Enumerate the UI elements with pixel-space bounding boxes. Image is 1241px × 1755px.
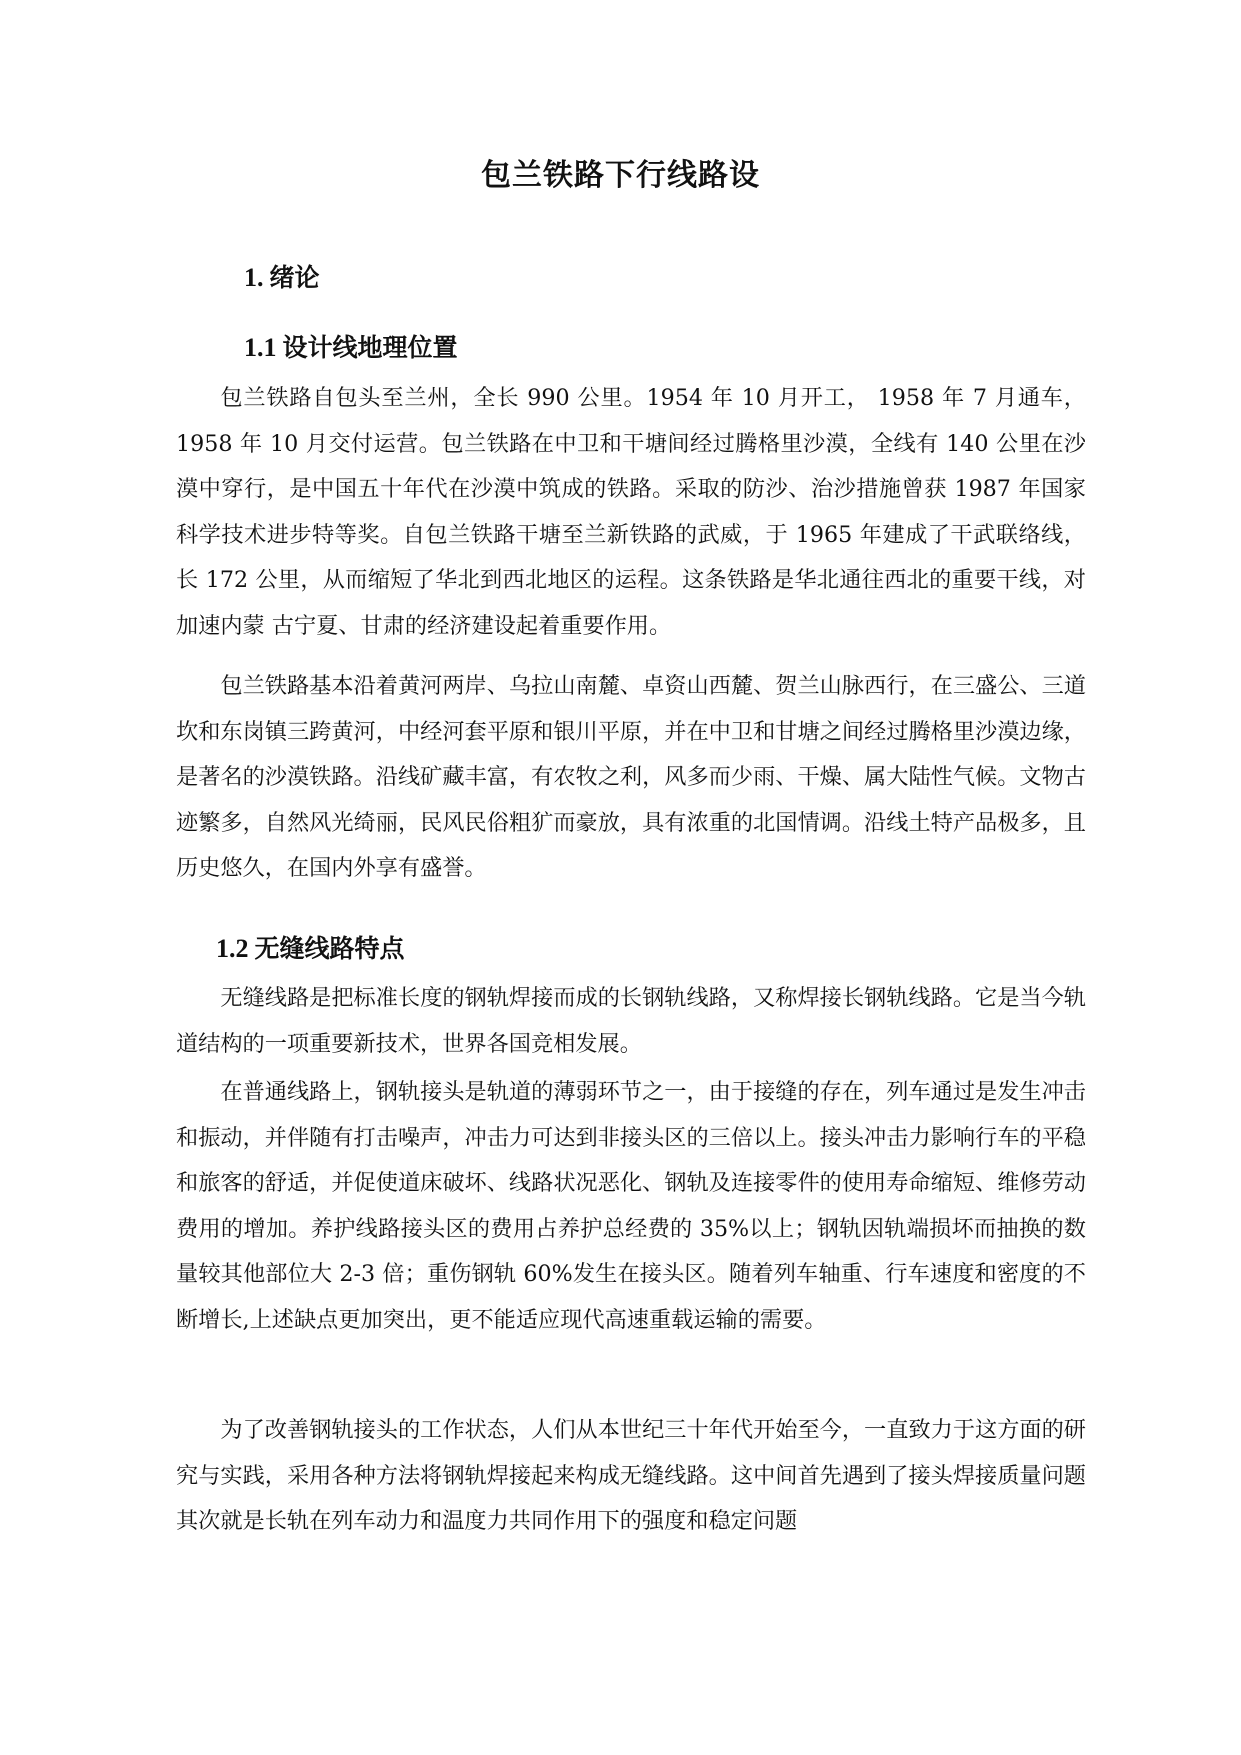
paragraph: 包兰铁路基本沿着黄河两岸、乌拉山南麓、卓资山西麓、贺兰山脉西行，在三盛公、三道坎和东岗镇三跨黄河，中经河套平原和银川平原，并在中卫和甘塘之间经过腾格里沙漠边缘，是著名的沙漠铁路。沿线矿藏丰富，有农牧之利，风多而少雨、干燥、属大陆性气候。文物古迹繁多，自然风光绮丽，民风民俗粗犷而豪放，具有浓重的北国情调。沿线土特产品极多，且历史悠久，在国内外享有盛誉。 [176,673,1086,882]
section-heading-1 [244,258,320,294]
section-label: 绪论 [269,263,320,292]
section-heading-1-2 [216,929,405,965]
section-label: 设计线地理位置 [282,333,458,362]
section-number: 1.1 [244,333,277,362]
document-title: 包兰铁路下行线路设 [481,158,760,193]
paragraph: 在普通线路上，钢轨接头是轨道的薄弱环节之一，由于接缝的存在，列车通过是发生冲击和振动，并伴随有打击噪声，冲击力可达到非接头区的三倍以上。接头冲击力影响行车的平稳和旅客的舒适，并促使道床破坏、线路状况恶化、钢轨及连接零件的使用寿命缩短、维修劳动费用的增加。养护线路接头区的费用占养护总经费的 35%以上；钢轨因轨端损坏而抽换的数量较其他部位大 2-3 倍；重伤钢轨 60%发生在接头区。随着列车轴重、行车速度和密度的不断增长,上述缺点更加突出，更不能适应现代高速重载运输的需要。 [176,1079,1086,1333]
section-heading-1-1 [244,328,458,364]
paragraph: 包兰铁路自包头至兰州，全长 990 公里。1954 年 10 月开工， 1958 年 7 月通车，1958 年 10 月交付运营。包兰铁路在中卫和干塘间经过腾格里沙漠，全线有 140 公里在沙漠中穿行，是中国五十年代在沙漠中筑成的铁路。采取的防沙、治沙措施曾获 1987 年国家科学技术进步特等奖。自包兰铁路干塘至兰新铁路的武威，于 1965 年建成了干武联络线，长 172 公里，从而缩短了华北到西北地区的运程。这条铁路是华北通往西北的重要干线，对加速内蒙 古宁夏、甘肃的经济建设起着重要作用。 [176,385,1086,639]
section-number: 1.2 [216,934,249,963]
paragraph: 无缝线路是把标准长度的钢轨焊接而成的长钢轨线路，又称焊接长钢轨线路。它是当今轨道结构的一项重要新技术，世界各国竞相发展。 [176,985,1086,1057]
section-label: 无缝线路特点 [254,934,405,963]
section-number: 1. [244,263,264,292]
paragraph: 为了改善钢轨接头的工作状态，人们从本世纪三十年代开始至今，一直致力于这方面的研究与实践，采用各种方法将钢轨焊接起来构成无缝线路。这中间首先遇到了接头焊接质量问题 其次就是长轨在列车动力和温度力共同作用下的强度和稳定问题 [176,1417,1086,1535]
